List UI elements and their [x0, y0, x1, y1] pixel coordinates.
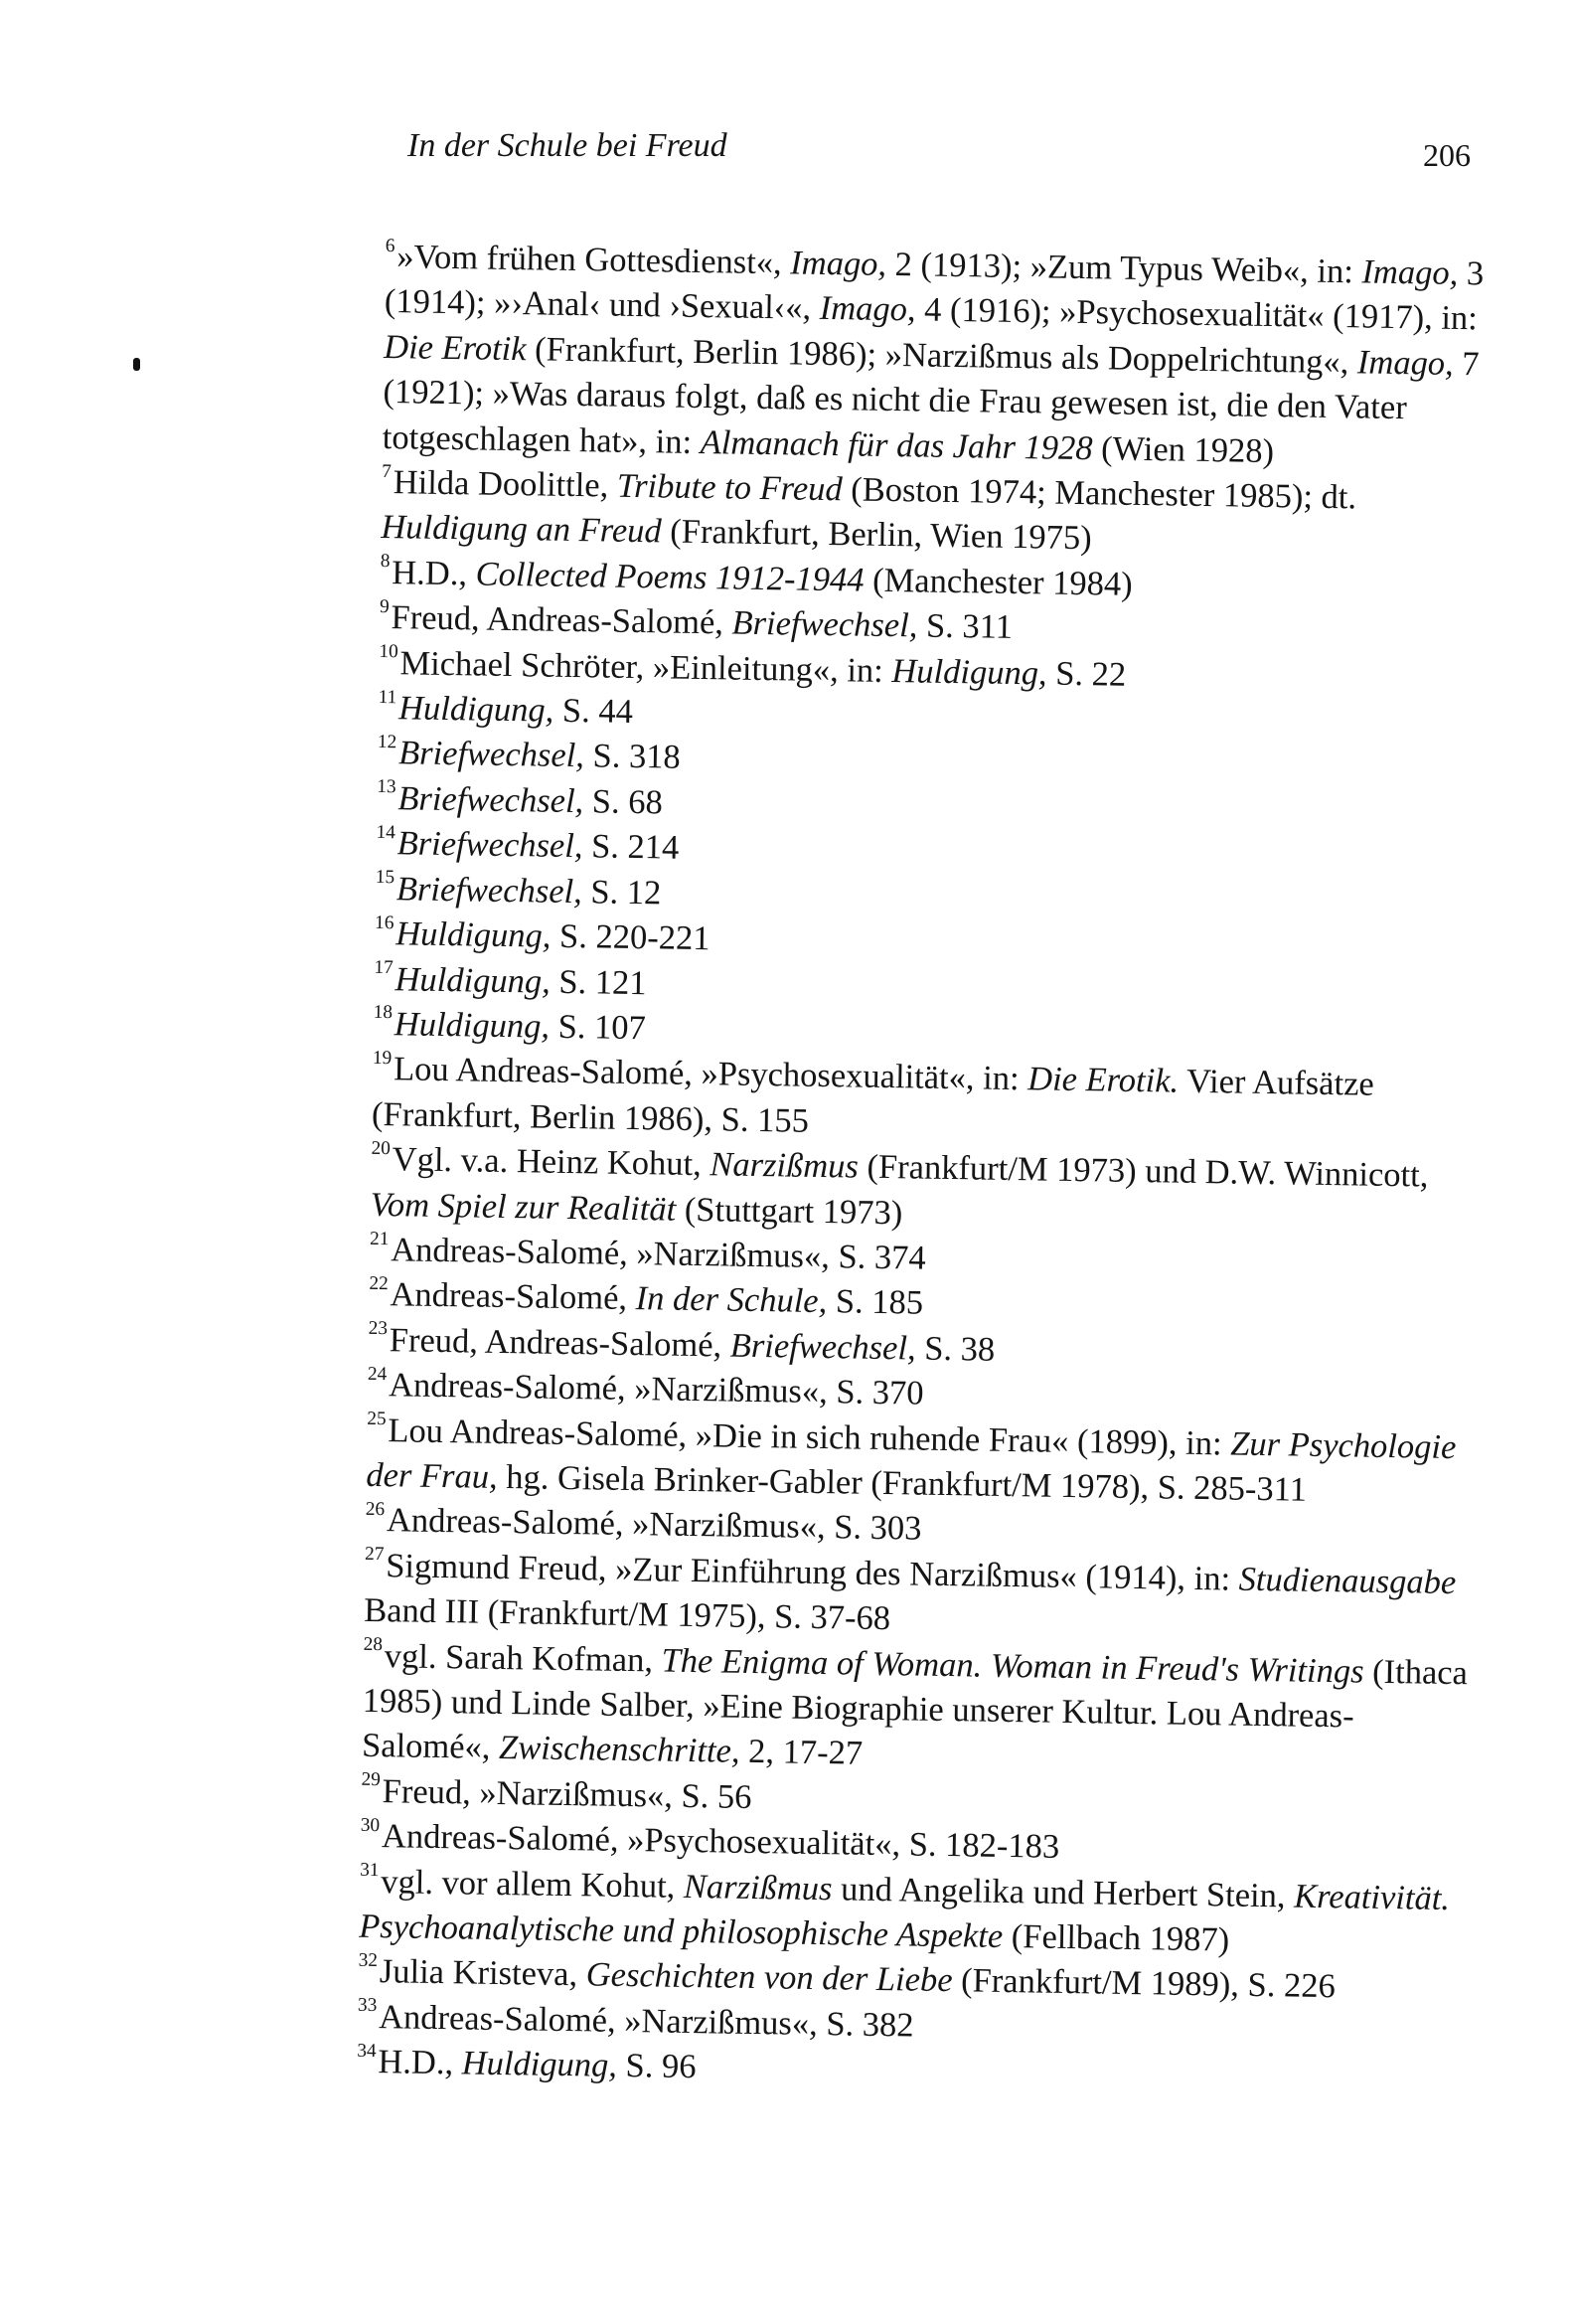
footnote-number: 24 [367, 1363, 388, 1385]
footnote [364, 1544, 1480, 1651]
footnote-text: (Frankfurt/M 1989), S. 226 [952, 1961, 1337, 2006]
footnote-title: The Enigma of Woman. Woman in Freud's Writings [661, 1641, 1364, 1691]
footnote-text: Andreas-Salomé, [390, 1275, 637, 1318]
footnote [372, 1047, 1488, 1154]
footnote-title: Geschichten von der Liebe [585, 1955, 953, 2000]
footnote-text: Freud, Andreas-Salomé, [391, 598, 732, 642]
footnote-text: Hilda Doolittle, [393, 463, 618, 505]
footnote-number: 31 [359, 1860, 380, 1882]
footnote-number: 28 [363, 1633, 384, 1656]
footnote-text: S. 44 [553, 691, 634, 732]
footnote-number: 10 [379, 641, 398, 663]
footnote-text: vgl. Sarah Kofman, [384, 1636, 662, 1680]
footnote-title: Tribute to Freud [616, 466, 843, 509]
footnote-text: (Frankfurt, Berlin, Wien 1975) [661, 512, 1092, 558]
footnote-text: 7 (1921); »Was daraus folgt, daß es nicht die Frau gewesen ist, die den Vater totgeschlagen hat», in: [382, 344, 1480, 461]
footnote-text: S. 107 [549, 1007, 647, 1048]
footnote-number: 22 [369, 1272, 389, 1295]
footnote-text: Andreas-Salomé, »Psychosexualität«, S. 182-183 [381, 1817, 1060, 1867]
footnote-title: Die Erotik. [1026, 1060, 1180, 1100]
footnote-number: 9 [379, 595, 390, 617]
footnote-text: vgl. vor allem Kohut, [380, 1862, 685, 1906]
footnote-text: S. 12 [581, 872, 662, 913]
footnote-title: Studienausgabe [1238, 1560, 1457, 1601]
footnote-list [357, 235, 1500, 2102]
footnote-number: 15 [375, 867, 395, 889]
footnote-number: 26 [365, 1498, 386, 1521]
footnote-number: 32 [358, 1949, 379, 1972]
footnote-number: 14 [376, 821, 396, 844]
footnote-title: Zur Psychologie der Frau, [366, 1424, 1457, 1496]
footnote-text: S. 68 [582, 782, 664, 822]
footnote-title: Zwischenschritte, [498, 1729, 740, 1771]
footnote-title: Imago, [1356, 343, 1455, 383]
footnote-title: Almanach für das Jahr 1928 [700, 422, 1093, 467]
footnote-text: (Ithaca 1985) und Linde Salber, »Eine Biographie unserer Kultur. Lou Andreas-Salomé«, [361, 1652, 1469, 1767]
footnote-number: 16 [374, 912, 394, 933]
footnote-text: (Boston 1974; Manchester 1985); dt. [842, 470, 1357, 517]
footnote-number: 34 [357, 2040, 377, 2062]
footnote-title: Imago, [790, 244, 887, 283]
footnote-text: S. 318 [583, 737, 682, 777]
footnote-title: Narzißmus [710, 1145, 860, 1186]
footnote-text: (Stuttgart 1973) [675, 1190, 903, 1232]
footnote-text: S. 185 [826, 1282, 924, 1322]
footnote-number: 6 [385, 235, 395, 256]
footnote-text: und Angelika und Herbert Stein, [832, 1869, 1295, 1915]
footnote-number: 25 [367, 1408, 387, 1430]
footnote-text: hg. Gisela Brinker-Gabler (Frankfurt/M 1978), S. 285-311 [497, 1457, 1308, 1509]
footnote [359, 1859, 1475, 1966]
footnote-text: S. 96 [616, 2047, 697, 2086]
footnote-title: Narzißmus [683, 1867, 833, 1908]
footnote-text: (Wien 1928) [1092, 428, 1275, 470]
footnote-text: Lou Andreas-Salomé, »Psychosexualität«, in: [393, 1050, 1028, 1098]
footnote [362, 1633, 1479, 1786]
footnote-title: Kreativität. Psychoanalytische und philosophische Aspekte [358, 1877, 1451, 1955]
footnote-title: Briefwechsel, [395, 869, 583, 911]
footnote-title: Huldigung, [891, 651, 1047, 693]
margin-dot [133, 358, 140, 371]
footnote-text: Lou Andreas-Salomé, »Die in sich ruhende Frau« (1899), in: [388, 1411, 1231, 1463]
footnote-text: Freud, Andreas-Salomé, [389, 1320, 731, 1365]
footnote-text: Andreas-Salomé, »Narzißmus«, S. 303 [386, 1501, 922, 1549]
footnote-text: (Manchester 1984) [864, 561, 1133, 603]
footnote-text: (Fellbach 1987) [1002, 1917, 1230, 1959]
footnote-number: 29 [361, 1769, 382, 1791]
footnote [370, 1137, 1486, 1245]
footnote-text: Band III (Frankfurt/M 1975), S. 37-68 [363, 1591, 891, 1638]
footnote-text: Andreas-Salomé, »Narzißmus«, S. 370 [388, 1366, 924, 1412]
footnote-number: 20 [371, 1137, 392, 1159]
footnote-title: Huldigung, [397, 689, 554, 730]
footnote-text: Michael Schröter, »Einleitung«, in: [399, 643, 892, 690]
footnote-text: 2, 17-27 [739, 1733, 864, 1773]
footnote-number: 18 [373, 1002, 394, 1024]
footnote-title: Collected Poems 1912-1944 [475, 555, 865, 599]
footnote-number: 12 [377, 731, 397, 753]
footnote-text: Andreas-Salomé, »Narzißmus«, S. 382 [378, 1997, 914, 2045]
footnote-title: Imago, [1361, 252, 1459, 292]
footnote-text: Vier Aufsätze (Frankfurt, Berlin 1986), S. 155 [371, 1062, 1375, 1140]
footnote-number: 19 [372, 1047, 393, 1070]
footnote-title: Huldigung, [394, 1005, 551, 1046]
footnote-number: 8 [380, 551, 391, 573]
footnote-text: S. 22 [1046, 654, 1127, 694]
footnote-title: Briefwechsel, [731, 603, 918, 645]
footnote-number: 7 [382, 460, 393, 482]
footnote-title: Briefwechsel, [396, 824, 583, 866]
footnote-title: Huldigung, [394, 914, 552, 955]
footnote-title: Die Erotik [383, 327, 527, 369]
footnote-number: 33 [357, 1995, 378, 2017]
footnote-number: 17 [374, 956, 394, 979]
footnote-text: S. 38 [915, 1329, 996, 1369]
footnote-title: Briefwechsel, [397, 734, 585, 775]
footnote-number: 13 [377, 776, 396, 798]
footnote-number: 30 [360, 1814, 381, 1836]
footnote-text: Julia Kristeva, [379, 1952, 587, 1994]
footnote-text: H.D., [378, 2043, 463, 2082]
footnote-text: Freud, »Narzißmus«, S. 56 [382, 1771, 752, 1816]
footnote-title: Vom Spiel zur Realität [370, 1185, 677, 1229]
footnote-text: (Frankfurt, Berlin 1986); »Narzißmus als Doppelrichtung«, [526, 330, 1358, 382]
footnote-number: 21 [369, 1228, 390, 1249]
footnote-text: 3 (1914); »›Anal‹ und ›Sexual‹«, [384, 253, 1485, 328]
footnote-text: S. 214 [582, 827, 680, 867]
footnote-text: S. 220-221 [551, 916, 710, 958]
footnote-number: 23 [368, 1318, 389, 1340]
footnote-text: (Frankfurt/M 1973) und D.W. Winnicott, [858, 1147, 1429, 1195]
footnote-text: H.D., [392, 553, 476, 593]
footnote-title: Huldigung an Freud [381, 508, 663, 551]
footnote-title: Huldigung, [461, 2044, 618, 2085]
footnote-title: Briefwechsel, [729, 1326, 916, 1368]
footnote-text: Sigmund Freud, »Zur Einführung des Narzißmus« (1914), in: [385, 1546, 1240, 1598]
footnote [366, 1408, 1482, 1515]
footnote-text: »Vom frühen Gottesdienst«, [396, 238, 791, 282]
footnote-title: Briefwechsel, [397, 779, 584, 821]
footnote [381, 460, 1497, 568]
footnote-title: In der Schule, [635, 1279, 828, 1321]
footnote-text: S. 121 [550, 962, 647, 1002]
footnote-text: S. 311 [917, 606, 1014, 647]
footnote-number: 11 [378, 686, 397, 708]
footnote-text: 2 (1913); »Zum Typus Weib«, in: [885, 245, 1362, 291]
footnote-text: Vgl. v.a. Heinz Kohut, [392, 1140, 710, 1184]
page-number: 206 [1423, 137, 1471, 173]
footnote [382, 235, 1499, 478]
footnote-number: 27 [364, 1544, 385, 1566]
running-title: In der Schule bei Freud [407, 127, 727, 164]
footnote-title: Imago, [819, 289, 916, 329]
footnote-title: Huldigung, [394, 959, 552, 1001]
footnote-text: 4 (1916); »Psychosexualität« (1917), in: [915, 290, 1479, 338]
footnote-text: Andreas-Salomé, »Narzißmus«, S. 374 [390, 1231, 927, 1277]
